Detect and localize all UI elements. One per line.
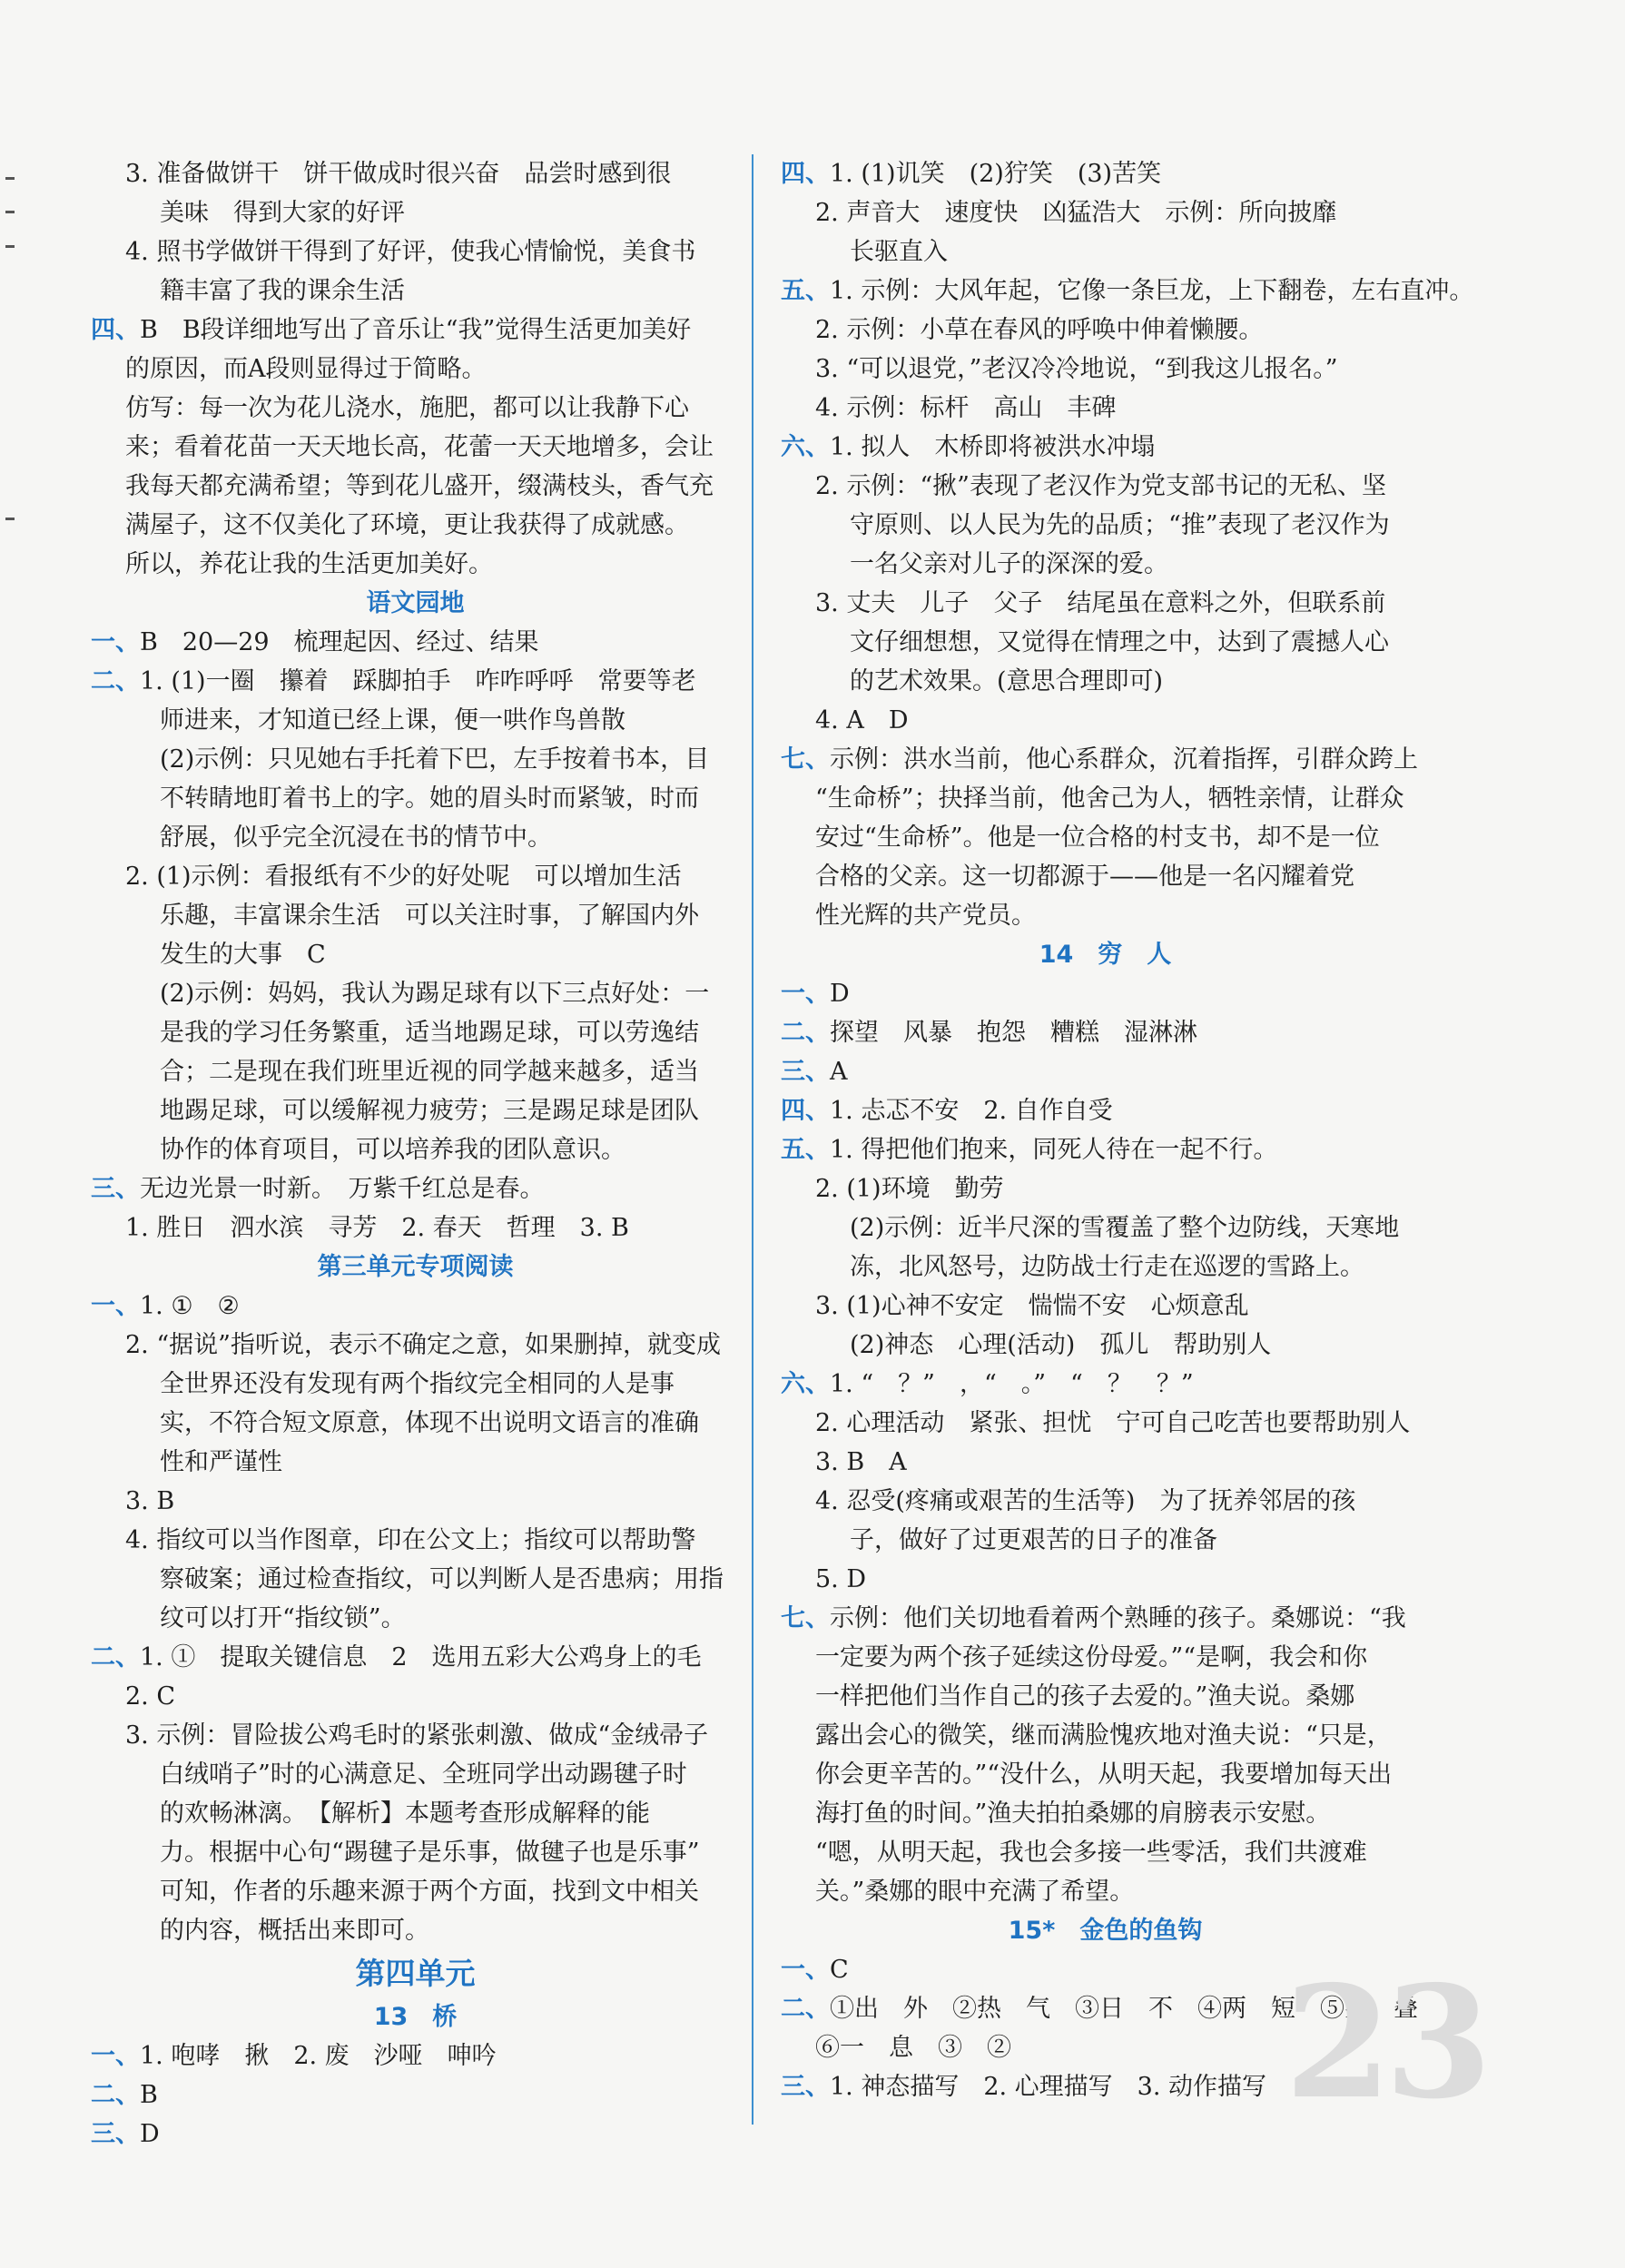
answer-line [781,271,1474,311]
answer-line [781,1247,1430,1287]
answer-text: 协作的体育项目，可以培养我的团队意识。 [160,1136,625,1164]
answer-line [781,1091,1430,1130]
answer-line [781,389,1430,428]
answer-line [781,584,1430,623]
section-heading: 14 穷 人 [1039,941,1172,969]
answer-line [91,232,740,271]
section-heading: 第三单元专项阅读 [317,1253,514,1281]
answer-line [91,428,740,467]
answer-line [781,1677,1430,1716]
answer-line [91,1677,740,1716]
question-marker: 二、 [91,1643,140,1671]
answer-line [91,701,740,740]
answer-line [781,1638,1430,1677]
answer-line [91,935,740,974]
answer-text: 的原因，而A段则显得过于简略。 [125,355,487,383]
answer-text: (2)示例：妈妈，我认为踢足球有以下三点好处：一 [160,980,710,1008]
answer-line [781,232,1430,271]
answer-line [91,896,740,935]
binding-edge-mark [5,177,15,180]
question-marker: 四、 [781,1097,830,1125]
answer-text: 是我的学习任务繁重，适当地踢足球，可以劳逸结 [160,1019,699,1047]
answer-text: 3. B A [815,1448,907,1476]
answer-text: 2. 示例：“揪”表现了老汉作为党支部书记的无私、坚 [815,472,1386,500]
answer-text: 合；二是现在我们班里近视的同学越来越多，适当 [160,1058,699,1086]
answer-line [91,2115,740,2154]
answer-text: 纹可以打开“指纹锁”。 [160,1604,406,1632]
answer-text: 3. (1)心神不安定 惴惴不安 心烦意乱 [815,1292,1249,1320]
answer-text: 一定要为两个孩子延续这份母爱。”“是啊，我会和你 [815,1643,1368,1671]
answer-line [781,857,1430,896]
question-marker: 一、 [781,1956,830,1984]
question-marker: 一、 [91,1292,140,1320]
answer-text: 4. 忍受(疼痛或艰苦的生活等) 为了抚养邻居的孩 [815,1487,1356,1515]
question-marker: 五、 [781,1136,830,1164]
answer-text: 示例：洪水当前，他心系群众，沉着指挥，引群众跨上 [830,745,1418,774]
answer-line [91,1091,740,1130]
question-marker: 二、 [91,2081,140,2109]
answer-line [91,311,740,350]
answer-line [91,623,740,662]
answer-line [781,974,1430,1013]
answer-text: 的内容，概括出来即可。 [160,1917,429,1945]
question-marker: 三、 [91,2120,140,2148]
answer-line [781,1872,1430,1911]
answer-text: 合格的父亲。这一切都源于——他是一名闪耀着党 [815,863,1354,891]
answer-text: 你会更辛苦的。”“没什么，从明天起，我要增加每天出 [815,1760,1393,1789]
answer-text: 1. 得把他们抱来，同死人待在一起不行。 [830,1136,1278,1164]
answer-line [781,1794,1430,1833]
question-marker: 七、 [781,745,830,774]
answer-line [781,1560,1430,1599]
answer-text: 1. “ ？” ，“ 。” “ ？ ？” [830,1370,1194,1398]
answer-text: C [830,1956,849,1984]
answer-line [91,1872,740,1911]
answer-text: 3. 准备做饼干 饼干做成时很兴奋 品尝时感到很 [125,160,672,188]
answer-line [91,1404,740,1443]
answer-line [91,1599,740,1638]
answer-text: 仿写：每一次为花儿浇水，施肥，都可以让我静下心 [125,394,689,422]
answer-line [91,818,740,857]
answer-line [781,1326,1430,1365]
answer-line [781,154,1430,193]
answer-text: 1. 胜日 泗水滨 寻芳 2. 春天 哲理 3. B [125,1214,629,1242]
answer-text: 舒展，似乎完全沉浸在书的情节中。 [160,823,552,852]
question-marker: 四、 [781,160,830,188]
answer-line [91,1052,740,1091]
answer-line [781,545,1430,584]
answer-text: (2)神态 心理(活动) 孤儿 帮助别人 [850,1331,1272,1359]
answer-text: 3. B [125,1487,175,1515]
answer-line [91,506,740,545]
column-divider [752,154,753,2125]
question-marker: 五、 [781,277,830,305]
answer-text: ⑥一 息 ③ ② [815,2034,1011,2062]
answer-text: 3. “可以退党，”老汉冷冷地说，“到我这儿报名。” [815,355,1338,383]
answer-text: 露出会心的微笑，继而满脸愧疚地对渔夫说：“只是， [815,1721,1392,1750]
question-marker: 七、 [781,1604,830,1632]
answer-line [781,1599,1430,1638]
answer-line [781,1521,1430,1560]
answer-text: 来；看着花苗一天天地长高，花蕾一天天地增多，会让 [125,433,714,461]
answer-text: 1. 拟人 木桥即将被洪水冲塌 [830,433,1156,461]
question-marker: 四、 [91,316,140,344]
answer-text: 的艺术效果。(意思合理即可) [850,667,1164,695]
answer-text: B 20—29 梳理起因、经过、结果 [140,628,539,656]
answer-text: (2)示例：近半尺深的雪覆盖了整个边防线，天寒地 [850,1214,1400,1242]
binding-edge-mark [5,211,15,213]
answer-line [91,974,740,1013]
answer-line [91,1443,740,1482]
answer-line [91,154,740,193]
answer-text: B [140,2081,158,2109]
answer-line [781,1052,1430,1091]
answer-line [781,1169,1430,1208]
answer-text: 探望 风暴 抱怨 糟糕 湿淋淋 [830,1019,1197,1047]
answer-line [91,1130,740,1169]
answer-text: 师进来，才知道已经上课，便一哄作鸟兽散 [160,706,625,735]
section-heading: 13 桥 [373,2003,458,2031]
answer-text: 性光辉的共产党员。 [815,902,1036,930]
answer-text: 发生的大事 C [160,941,326,969]
question-marker: 二、 [91,667,140,695]
answer-line [91,2076,740,2115]
answer-text: 1. 忐忑不安 2. 自作自受 [830,1097,1113,1125]
question-marker: 二、 [781,1995,830,2023]
answer-text: 2. “据说”指听说，表示不确定之意，如果删掉，就变成 [125,1331,721,1359]
answer-line [781,818,1430,857]
answer-line [91,350,740,389]
answer-text: 长驱直入 [850,238,948,266]
answer-text: 守原则、以人民为先的品质；“推”表现了老汉作为 [850,511,1390,539]
answer-text: 不转睛地盯着书上的字。她的眉头时而紧皱，时而 [160,784,699,813]
question-marker: 一、 [91,628,140,656]
answer-text: 2. 声音大 速度快 凶猛浩大 示例：所向披靡 [815,199,1337,227]
answer-text: 3. 示例：冒险拔公鸡毛时的紧张刺激、做成“金绒帚子 [125,1721,709,1750]
binding-edge-mark [5,245,15,248]
answer-line [781,350,1430,389]
answer-text: A [830,1058,848,1086]
answer-text: 示例：他们关切地看着两个熟睡的孩子。桑娜说：“我 [830,1604,1406,1632]
answer-text: 4. 示例：标杆 高山 丰碑 [815,394,1117,422]
answer-line [781,1443,1430,1482]
answer-line [781,311,1430,350]
question-marker: 二、 [781,1019,830,1047]
answer-text: D [140,2120,160,2148]
answer-line [91,1013,740,1052]
answer-line [91,1521,740,1560]
answer-text: 无边光景一时新。 万紫千红总是春。 [140,1175,545,1203]
answer-text: 白绒哨子”时的心满意足、全班同学出动踢毽子时 [160,1760,687,1789]
left-answer-column [91,154,740,2154]
answer-text: 所以，养花让我的生活更加美好。 [125,550,493,578]
answer-text: 1. 示例：大风年起，它像一条巨龙，上下翻卷，左右直冲。 [830,277,1474,305]
answer-line [91,1755,740,1794]
answer-line [91,1833,740,1872]
answer-text: 1. ① ② [140,1292,240,1320]
binding-edge-mark [5,518,15,520]
answer-line [781,1287,1430,1326]
answer-line [91,740,740,779]
answer-text: 1. (1)讥笑 (2)狞笑 (3)苦笑 [830,160,1162,188]
answer-line [781,1130,1430,1169]
answer-line [91,1638,740,1677]
section-heading: 第四单元 [355,1956,476,1991]
question-marker: 六、 [781,433,830,461]
question-marker: 一、 [91,2042,140,2070]
answer-text: (2)示例：只见她右手托着下巴，左手按着书本，目 [160,745,710,774]
answer-line [91,1560,740,1599]
answer-text: “嗯，从明天起，我也会多接一些零活，我们共渡难 [815,1839,1367,1867]
answer-line [781,506,1430,545]
answer-line [91,779,740,818]
answer-text: 4. A D [815,706,909,735]
answer-text: “生命桥”；抉择当前，他舍己为人，牺牲亲情，让群众 [815,784,1404,813]
section-heading: 15* 金色的鱼钩 [1008,1917,1203,1945]
answer-line [91,1326,740,1365]
answer-line [91,1794,740,1833]
answer-text: 全世界还没有发现有两个指纹完全相同的人是事 [160,1370,675,1398]
answer-line [91,467,740,506]
answer-line [781,662,1430,701]
answer-text: 性和严谨性 [160,1448,282,1476]
answer-text: 关。”桑娜的眼中充满了希望。 [815,1878,1135,1906]
answer-line [91,1169,740,1208]
answer-line [781,1208,1430,1247]
answer-line [781,740,1430,779]
answer-line [781,467,1430,506]
answer-line [91,271,740,311]
answer-text: 1. 神态描写 2. 心理描写 3. 动作描写 [830,2073,1267,2101]
answer-text: D [830,980,850,1008]
answer-line [781,896,1430,935]
answer-line [781,779,1430,818]
answer-text: 1. ① 提取关键信息 2 选用五彩大公鸡身上的毛 [140,1643,702,1671]
question-marker: 三、 [91,1175,140,1203]
answer-line [781,1482,1430,1521]
answer-text: 可知，作者的乐趣来源于两个方面，找到文中相关 [160,1878,699,1906]
answer-line [91,662,740,701]
answer-text: B B段详细地写出了音乐让“我”觉得生活更加美好 [140,316,692,344]
section-heading: 语文园地 [366,589,465,617]
answer-text: 冻，北风怒号，边防战士行走在巡逻的雪路上。 [850,1253,1364,1281]
answer-line [91,389,740,428]
answer-line [91,857,740,896]
answer-line [91,1287,740,1326]
answer-line [91,2036,740,2076]
answer-line [91,1482,740,1521]
question-marker: 六、 [781,1370,830,1398]
answer-line [91,1716,740,1755]
answer-text: 3. 丈夫 儿子 父子 结尾虽在意料之外，但联系前 [815,589,1386,617]
answer-text: 实，不符合短文原意，体现不出说明文语言的准确 [160,1409,699,1437]
page-number: 23 [1285,1952,1485,2134]
answer-text: 地踢足球，可以缓解视力疲劳；三是踢足球是团队 [160,1097,699,1125]
answer-text: 我每天都充满希望；等到花儿盛开，缀满枝头，香气充 [125,472,714,500]
answer-line [91,193,740,232]
answer-text: 2. (1)环境 勤劳 [815,1175,1004,1203]
answer-line [781,1833,1430,1872]
answer-text: 1. (1)一圈 攥着 踩脚拍手 咋咋呼呼 常要等老 [140,667,696,695]
answer-line [91,1911,740,1950]
right-answer-column [781,154,1474,2106]
answer-text: 4. 照书学做饼干得到了好评，使我心情愉悦，美食书 [125,238,696,266]
answer-text: 的欢畅淋漓。 【解析】本题考查形成解释的能 [160,1800,650,1828]
answer-text: 2. C [125,1682,176,1711]
answer-text: 安过“生命桥”。他是一位合格的村支书，却不是一位 [815,823,1380,852]
answer-line [781,1013,1430,1052]
answer-line [781,701,1430,740]
answer-text: 力。根据中心句“踢毽子是乐事，做毽子也是乐事” [160,1839,700,1867]
answer-line [781,1404,1430,1443]
answer-line [781,428,1430,467]
answer-text: 2. (1)示例：看报纸有不少的好处呢 可以增加生活 [125,863,682,891]
answer-text: 2. 示例：小草在春风的呼唤中伸着懒腰。 [815,316,1264,344]
answer-line [91,1365,740,1404]
question-marker: 三、 [781,1058,830,1086]
answer-text: 一样把他们当作自己的孩子去爱的。”渔夫说。桑娜 [815,1682,1355,1711]
answer-text: 乐趣，丰富课余生活 可以关注时事，了解国内外 [160,902,699,930]
question-marker: 三、 [781,2073,830,2101]
answer-text: 美味 得到大家的好评 [160,199,405,227]
answer-text: 一名父亲对儿子的深深的爱。 [850,550,1168,578]
answer-text: 子，做好了过更艰苦的日子的准备 [850,1526,1217,1554]
answer-text: 5. D [815,1565,866,1593]
answer-line [91,545,740,584]
answer-line [781,193,1430,232]
answer-line [781,623,1430,662]
answer-text: 满屋子，这不仅美化了环境，更让我获得了成就感。 [125,511,689,539]
answer-text: 1. 咆哮 揪 2. 废 沙哑 呻吟 [140,2042,497,2070]
answer-text: 文仔细想想，又觉得在情理之中，达到了震撼人心 [850,628,1389,656]
answer-line [781,1755,1430,1794]
answer-text: 籍丰富了我的课余生活 [160,277,405,305]
answer-text: 海打鱼的时间。”渔夫拍拍桑娜的肩膀表示安慰。 [815,1800,1331,1828]
answer-text: 2. 心理活动 紧张、担忧 宁可自己吃苦也要帮助别人 [815,1409,1411,1437]
answer-text: 察破案；通过检查指纹，可以判断人是否患病；用指 [160,1565,724,1593]
answer-line [781,1716,1430,1755]
question-marker: 一、 [781,980,830,1008]
answer-line [91,1208,740,1247]
answer-text: 4. 指纹可以当作图章，印在公文上；指纹可以帮助警 [125,1526,696,1554]
answer-text: ①出 外 ②热 气 ③日 不 ④两 短 ⑤叠 叠 [830,1995,1418,2023]
answer-line [781,1365,1430,1404]
